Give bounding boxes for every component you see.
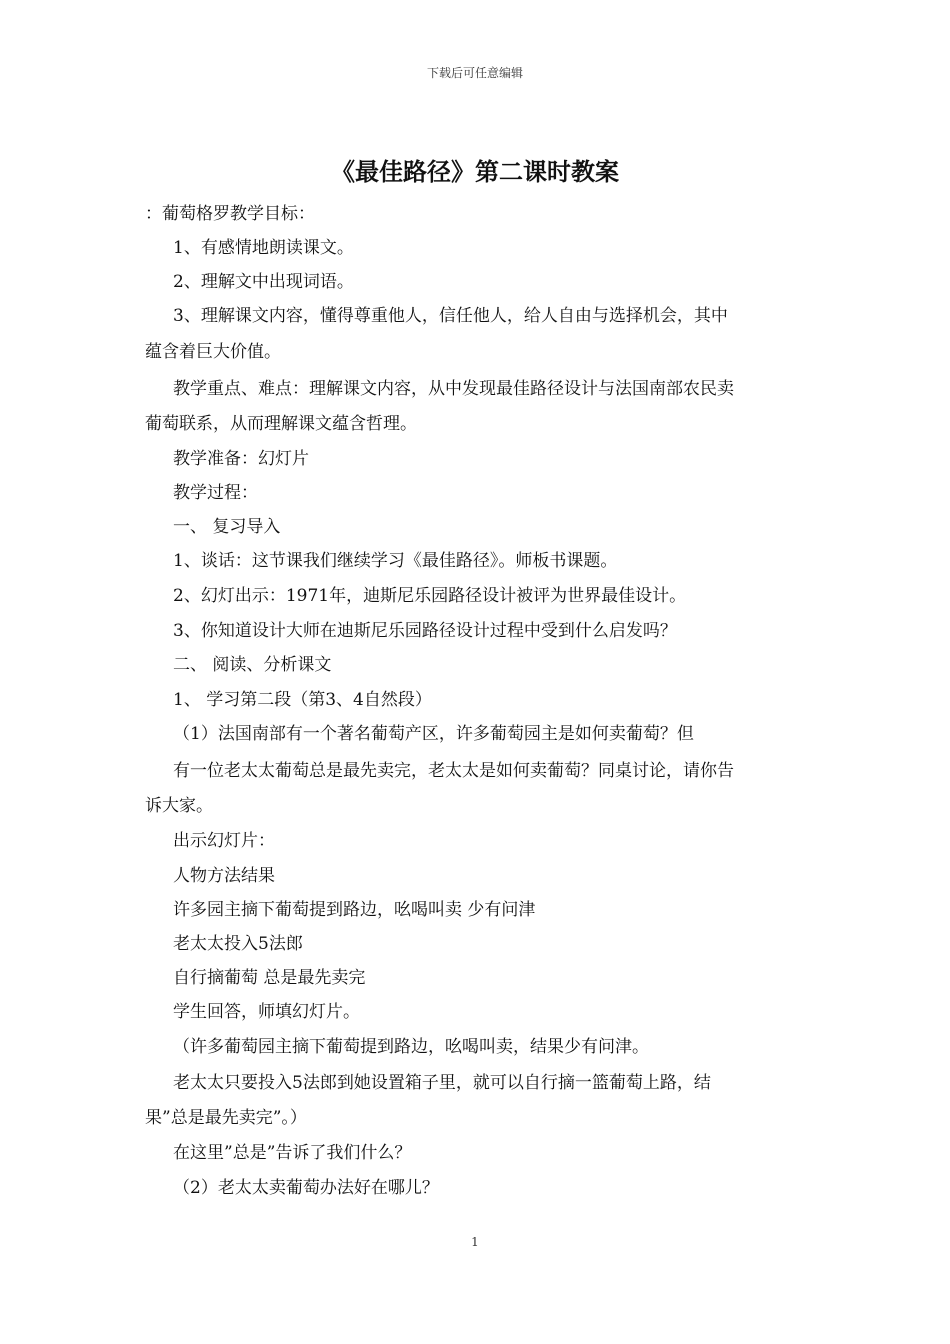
paragraph-line: 2、理解文中出现词语。 xyxy=(173,272,354,292)
paragraph-line: 教学重点、难点：理解课文内容，从中发现最佳路径设计与法国南部农民卖 xyxy=(173,379,734,399)
paragraph-line: 教学准备：幻灯片 xyxy=(173,449,309,469)
paragraph-line: 诉大家。 xyxy=(145,796,213,816)
paragraph-line: 自行摘葡萄 总是最先卖完 xyxy=(173,968,366,988)
paragraph-line: 出示幻灯片： xyxy=(173,831,275,851)
paragraph-line: ：葡萄格罗教学目标： xyxy=(145,204,315,224)
paragraph-line: （2）老太太卖葡萄办法好在哪儿？ xyxy=(173,1178,439,1198)
paragraph-line: 2、幻灯出示：1971年，迪斯尼乐园路径设计被评为世界最佳设计。 xyxy=(173,586,687,606)
paragraph-line: 有一位老太太葡萄总是最先卖完，老太太是如何卖葡萄？同桌讨论，请你告 xyxy=(173,761,734,781)
paragraph-line: 学生回答，师填幻灯片。 xyxy=(173,1002,360,1022)
section-heading: 一、 复习导入 xyxy=(173,517,281,537)
paragraph-line: 在这里”总是”告诉了我们什么？ xyxy=(173,1143,412,1163)
paragraph-line: （1）法国南部有一个著名葡萄产区，许多葡萄园主是如何卖葡萄？但 xyxy=(173,724,694,744)
document-title: 《最佳路径》第二课时教案 xyxy=(331,158,619,186)
paragraph-line: 老太太只要投入5法郎到她设置箱子里，就可以自行摘一篮葡萄上路，结 xyxy=(173,1073,711,1093)
paragraph-line: 果”总是最先卖完”。） xyxy=(145,1108,307,1128)
paragraph-line: 1、有感情地朗读课文。 xyxy=(173,238,354,258)
paragraph-line: 葡萄联系，从而理解课文蕴含哲理。 xyxy=(145,414,417,434)
paragraph-line: （许多葡萄园主摘下葡萄提到路边，吆喝叫卖，结果少有问津。 xyxy=(173,1037,649,1057)
paragraph-line: 老太太投入5法郎 xyxy=(173,934,303,954)
page-number: 1 xyxy=(471,1235,479,1249)
paragraph-line: 3、你知道设计大师在迪斯尼乐园路径设计过程中受到什么启发吗？ xyxy=(173,621,677,641)
paragraph-line: 许多园主摘下葡萄提到路边，吆喝叫卖 少有问津 xyxy=(173,900,536,920)
section-heading: 二、 阅读、分析课文 xyxy=(173,655,332,675)
page-header: 下载后可任意编辑 xyxy=(426,66,523,80)
paragraph-line: 人物方法结果 xyxy=(173,866,275,886)
paragraph-line: 教学过程： xyxy=(173,483,258,503)
paragraph-line: 1、谈话：这节课我们继续学习《最佳路径》。师板书课题。 xyxy=(173,551,618,571)
paragraph-line: 3、理解课文内容，懂得尊重他人，信任他人，给人自由与选择机会，其中 xyxy=(173,306,728,326)
paragraph-line: 1、 学习第二段（第3、4自然段） xyxy=(173,690,432,710)
paragraph-line: 蕴含着巨大价值。 xyxy=(145,342,281,362)
